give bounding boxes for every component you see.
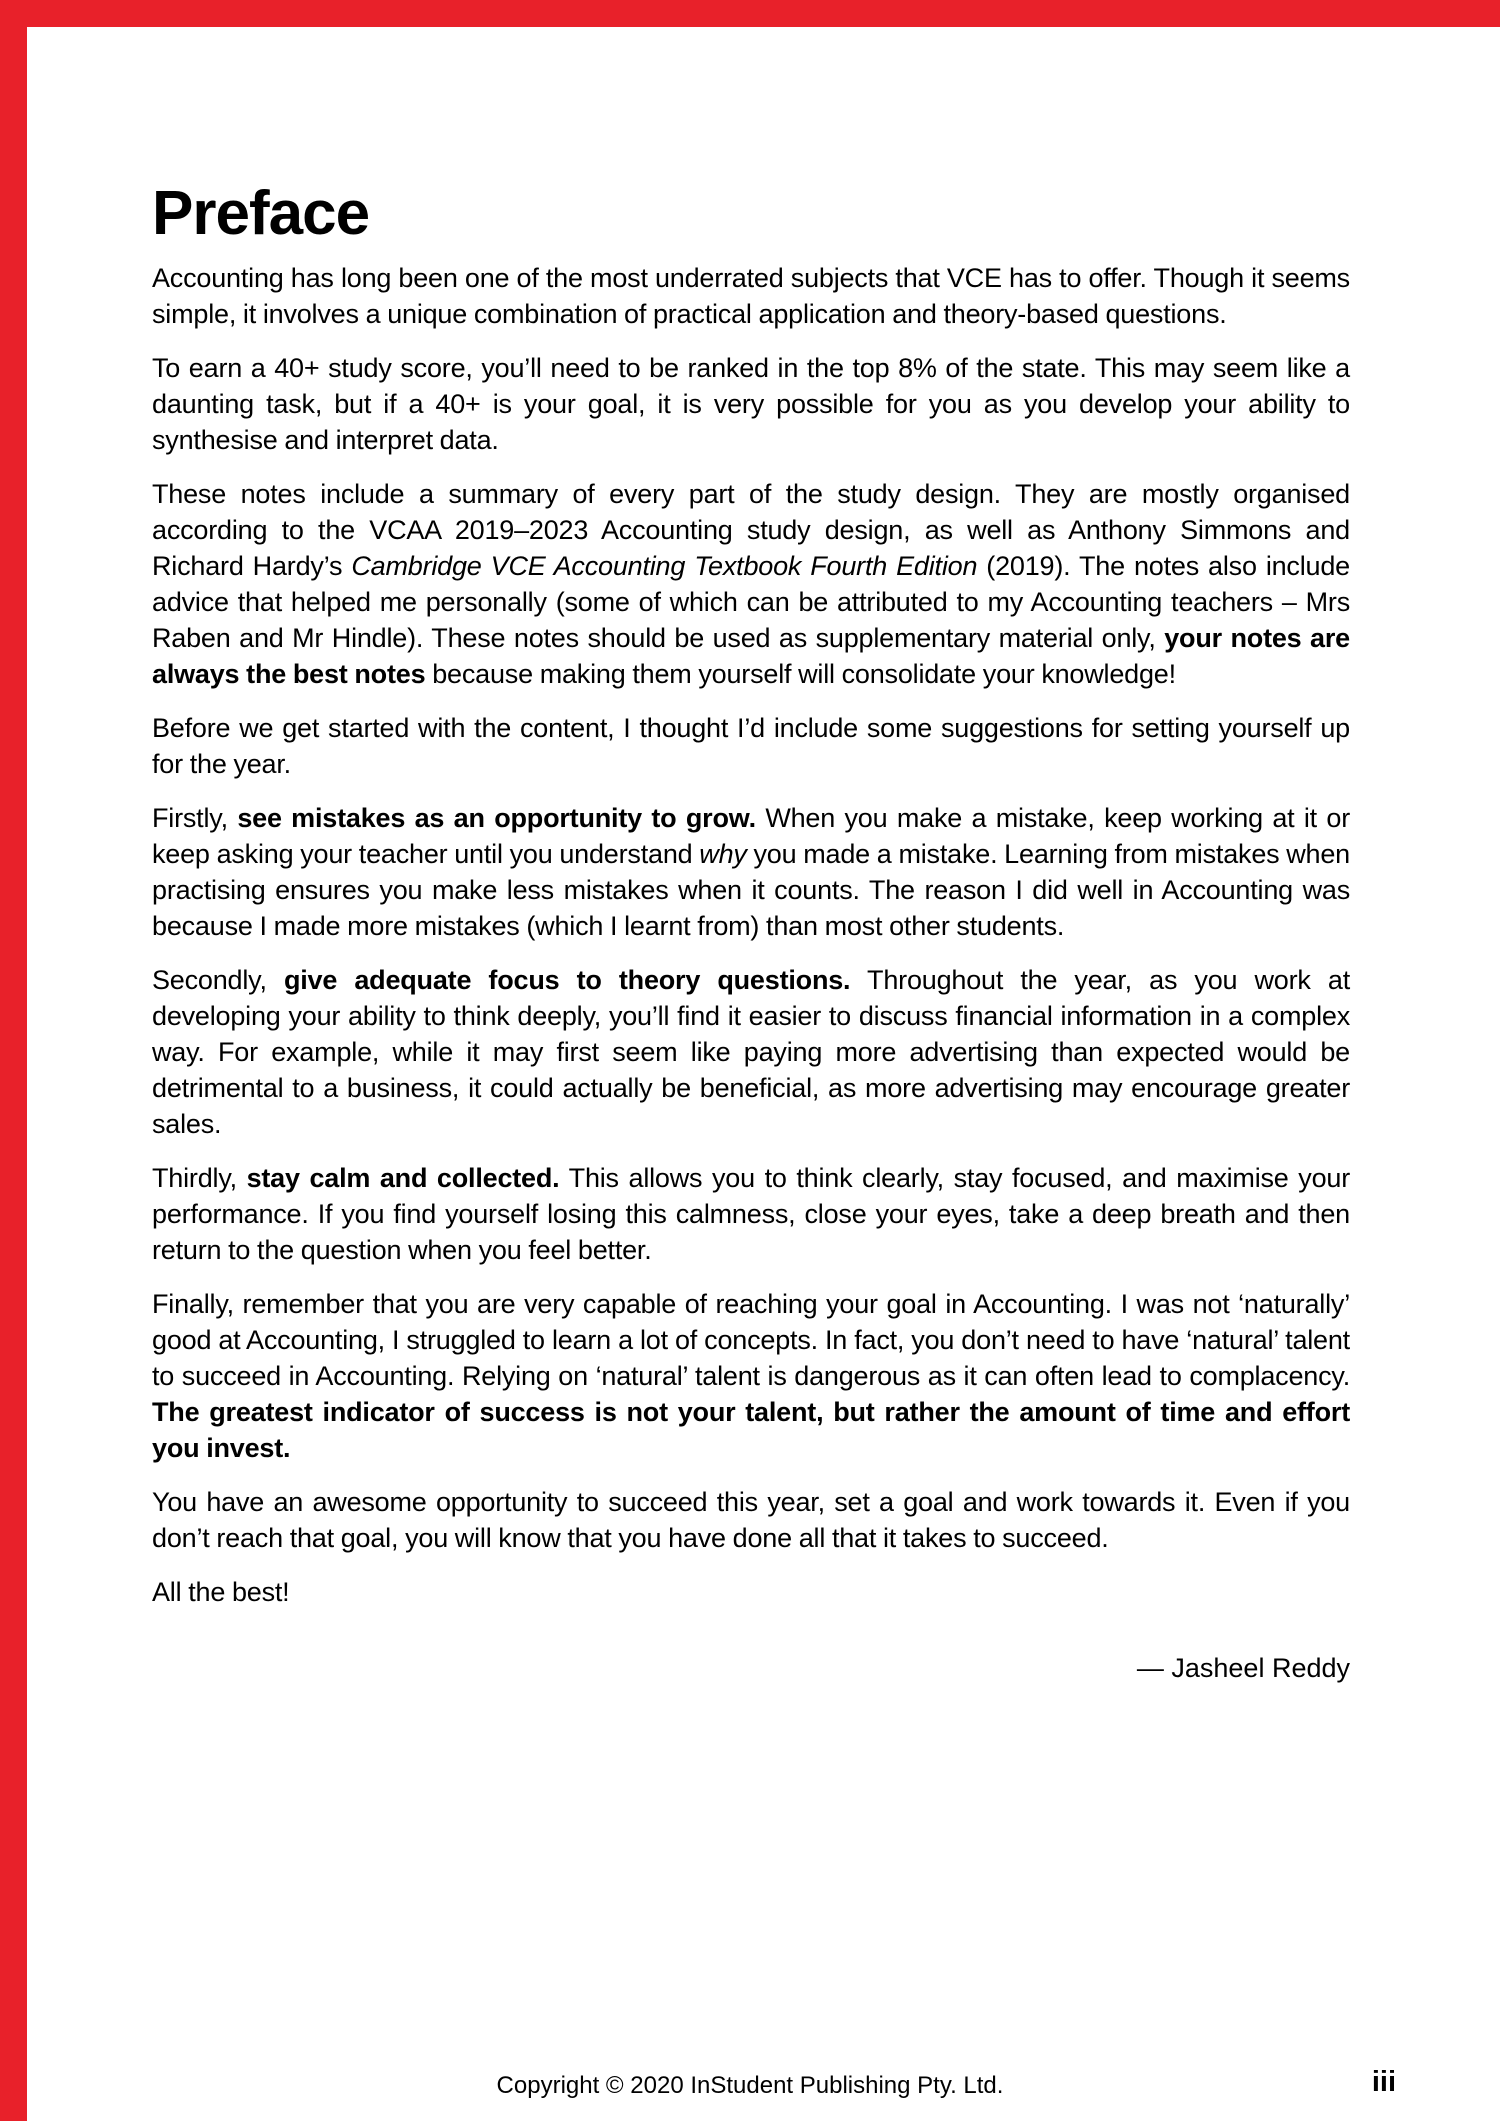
text-segment: Before we get started with the content, I thought I’d include some suggestions for setting yourself up for the year. xyxy=(152,713,1350,779)
text-segment: These notes include a summary of every part of the study design. They are mostly organised according to the VCAA 2019–2023 Accounting study design, as well as Anthony Simmons and Richard Hardy’s xyxy=(152,479,1350,581)
text-segment: When you make a mistake, keep working at it or keep asking your teacher until you understand xyxy=(152,803,1350,869)
preface-paragraph xyxy=(152,260,1350,332)
text-segment: Finally, remember that you are very capable of reaching your goal in Accounting. I was not ‘naturally’ good at Accounting, I struggled to learn a lot of concepts. In fact, you don’t need to have ‘natural’ talent to succeed in Accounting. Relying on ‘natural’ talent is dangerous as it can often lead to complacency. xyxy=(152,1289,1350,1391)
text-segment: Secondly, xyxy=(152,965,284,995)
text-segment: because making them yourself will consolidate your knowledge! xyxy=(425,659,1176,689)
preface-paragraph xyxy=(152,476,1350,692)
text-segment: To earn a 40+ study score, you’ll need to be ranked in the top 8% of the state. This may seem like a daunting task, but if a 40+ is your goal, it is very possible for you as you develop your ability to synthesise and interpret data. xyxy=(152,353,1350,455)
text-segment: Accounting has long been one of the most underrated subjects that VCE has to offer. Though it seems simple, it involves a unique combination of practical application and theory-based questions. xyxy=(152,263,1350,329)
text-segment: see mistakes as an opportunity to grow. xyxy=(237,803,756,833)
text-segment: Firstly, xyxy=(152,803,238,833)
preface-closing-line xyxy=(152,1574,1350,1610)
preface-paragraph xyxy=(152,350,1350,458)
text-segment: You have an awesome opportunity to succeed this year, set a goal and work towards it. Even if you don’t reach that goal, you will know that you have done all that it takes to succeed. xyxy=(152,1487,1350,1553)
preface-paragraph xyxy=(152,1160,1350,1268)
preface-body xyxy=(152,0,1350,1686)
page-number: iii xyxy=(1371,2066,1396,2098)
text-segment: (2019). The notes also include advice that helped me personally (some of which can be attributed to my Accounting teachers – Mrs Raben and Mr Hindle). These notes should be used as supplementary material only, xyxy=(152,551,1350,653)
text-segment: Thirdly, xyxy=(152,1163,247,1193)
text-segment: stay calm and collected. xyxy=(246,1163,560,1193)
footer-copyright: Copyright © 2020 InStudent Publishing Pty. Ltd. xyxy=(496,2072,1004,2099)
author-signature: — Jasheel Reddy xyxy=(1136,1653,1350,1683)
preface-paragraph xyxy=(152,1286,1350,1466)
preface-paragraph xyxy=(152,800,1350,944)
text-segment: All the best! xyxy=(152,1577,290,1607)
text-segment: you made a mistake. Learning from mistakes when practising ensures you make less mistakes when it counts. The reason I did well in Accounting was because I made more mistakes (which I learnt from) than most other students. xyxy=(152,839,1350,941)
preface-paragraph xyxy=(152,962,1350,1142)
preface-paragraph xyxy=(152,710,1350,782)
text-segment: why xyxy=(699,839,747,869)
text-segment: your notes are always the best notes xyxy=(152,623,1350,689)
page-title: Preface xyxy=(152,179,370,248)
text-segment: give adequate focus to theory questions. xyxy=(283,965,851,995)
text-segment: Cambridge VCE Accounting Textbook Fourth Edition xyxy=(351,551,978,581)
text-segment: This allows you to think clearly, stay focused, and maximise your performance. If you find yourself losing this calmness, close your eyes, take a deep breath and then return to the question when you feel better. xyxy=(152,1163,1351,1265)
text-segment: The greatest indicator of success is not your talent, but rather the amount of time and effort you invest. xyxy=(152,1397,1350,1463)
text-segment: Throughout the year, as you work at developing your ability to think deeply, you’ll find it easier to discuss financial information in a complex way. For example, while it may first seem like paying more advertising than expected would be detrimental to a business, it could actually be beneficial, as more advertising may encourage greater sales. xyxy=(152,965,1351,1139)
left-edge-band xyxy=(0,0,27,2121)
preface-paragraph xyxy=(152,1484,1350,1556)
